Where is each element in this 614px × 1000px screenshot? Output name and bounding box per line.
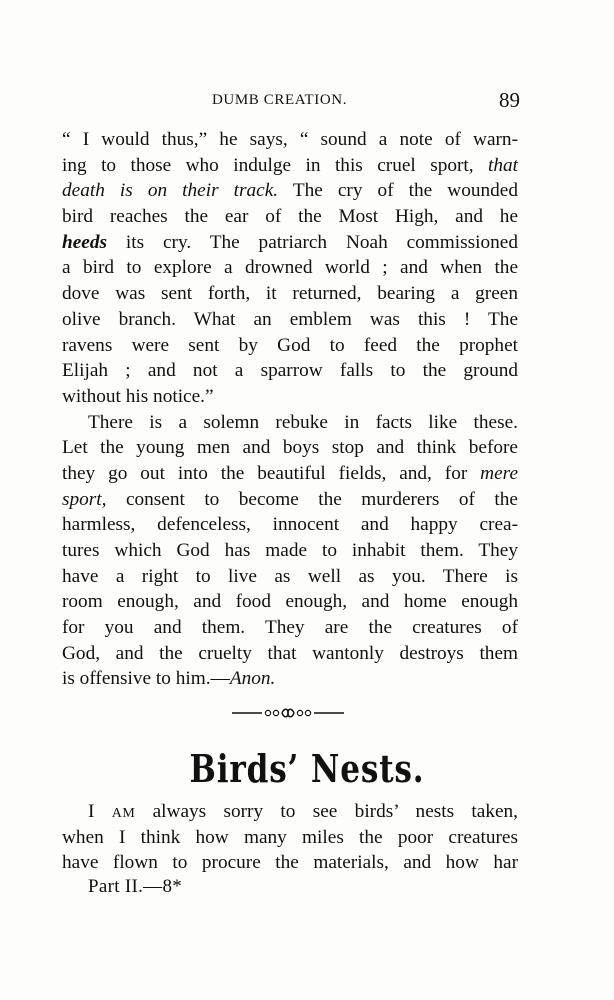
text-line: without his notice.” <box>62 385 214 407</box>
text-line: have flown to procure the materials, and how har <box>62 852 518 874</box>
text-span: they go out into the beautiful fields, and, for <box>62 462 481 484</box>
text-line: God, and the cruelty that wantonly destroys them <box>62 642 518 664</box>
text-line <box>62 153 518 179</box>
italic-span: that <box>488 154 518 176</box>
text-line <box>62 230 518 256</box>
ornament-divider <box>232 706 344 720</box>
text-span: always sorry to see birds’ nests taken, <box>135 801 519 822</box>
running-head: DUMB CREATION. <box>212 92 348 108</box>
text-line <box>62 487 518 513</box>
section-text <box>62 799 518 876</box>
text-line: for you and them. They are the creatures of <box>62 617 518 639</box>
text-line <box>62 799 518 825</box>
text-span: I <box>88 801 112 822</box>
text-line: harmless, defenceless, innocent and happy crea- <box>62 514 518 536</box>
italic-span: Anon. <box>229 668 276 690</box>
text-line: have a right to live as well as you. There is <box>62 565 518 587</box>
text-line: Elijah ; and not a sparrow falls to the ground <box>62 360 518 382</box>
text-line <box>62 666 518 692</box>
italic-span: mere <box>480 462 518 484</box>
text-line: olive branch. What an emblem was this ! The <box>62 308 518 330</box>
text-line: when I think how many miles the poor creatures <box>62 826 518 848</box>
text-line: ravens were sent by God to feed the prophet <box>62 334 518 356</box>
text-span: The cry of the wounded <box>278 180 518 202</box>
italic-span: sport, <box>62 488 107 510</box>
section-title: Birds’ Nests. <box>189 746 425 791</box>
text-line <box>62 461 518 487</box>
text-line: room enough, and food enough, and home enough <box>62 591 518 613</box>
text-span: is offensive to him.— <box>62 668 230 690</box>
text-span: consent to become the murderers of the <box>106 488 518 510</box>
body-text <box>62 127 518 692</box>
text-line: “ I would thus,” he says, “ sound a note of warn- <box>62 129 518 150</box>
paragraph-quote <box>62 127 518 410</box>
text-line: tures which God has made to inhabit them. They <box>62 540 518 561</box>
bold-italic-span: heeds <box>62 231 107 253</box>
small-caps-span: AM <box>111 806 136 821</box>
text-line <box>62 178 518 204</box>
italic-span: death is on their track. <box>62 180 279 202</box>
text-span: ing to those who indulge in this cruel sport, <box>62 154 488 176</box>
text-line: bird reaches the ear of the Most High, and he <box>62 206 518 228</box>
text-line: Let the young men and boys stop and think before <box>62 437 518 459</box>
page-number: 89 <box>499 88 520 112</box>
text-span: its cry. The patriarch Noah commissioned <box>106 231 518 253</box>
text-line: a bird to explore a drowned world ; and when the <box>62 257 518 279</box>
page-header <box>62 88 520 114</box>
signature-mark: Part II.—8* <box>88 876 183 897</box>
text-line: There is a solemn rebuke in facts like these. <box>88 411 518 433</box>
paragraph-rebuke <box>62 410 518 693</box>
text-line: dove was sent forth, it returned, bearing a green <box>62 283 518 305</box>
